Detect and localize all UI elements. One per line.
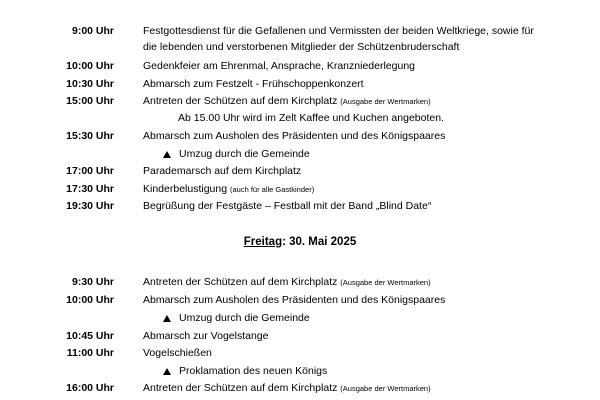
triangle-bullet-icon xyxy=(163,368,171,375)
schedule-row xyxy=(0,348,600,362)
event-text-wrapper xyxy=(143,383,431,394)
triangle-bullet-icon xyxy=(163,151,171,158)
time: 15:00 Uhr xyxy=(66,95,114,107)
event-note: (Ausgabe der Wertmarken) xyxy=(340,278,431,287)
time: 17:00 Uhr xyxy=(66,165,114,177)
time: 10:45 Uhr xyxy=(66,330,114,342)
event-text: Abmarsch zur Vogelstange xyxy=(143,330,269,342)
event-text: Abmarsch zum Ausholen des Präsidenten und des Königspaares xyxy=(143,294,446,306)
event-text: Abmarsch zum Ausholen des Präsidenten und des Königspaares xyxy=(143,130,446,142)
sub-item xyxy=(163,149,310,160)
event-text: Abmarsch zum Festzelt - Frühschoppenkonzert xyxy=(143,78,364,90)
time: 9:00 Uhr xyxy=(71,25,114,37)
event-text: Parademarsch auf dem Kirchplatz xyxy=(143,165,302,177)
schedule-sub-row xyxy=(0,313,600,327)
sub-item xyxy=(163,366,327,377)
event-note: (Ausgabe der Wertmarken) xyxy=(340,97,431,106)
schedule-row xyxy=(0,131,600,145)
time: 17:30 Uhr xyxy=(66,183,114,195)
event-text-wrapper xyxy=(143,96,431,107)
event-text-continuation: die lebenden und verstorbenen Mitglieder der Schützenbruderschaft xyxy=(143,41,460,53)
time: 19:30 Uhr xyxy=(66,200,114,212)
schedule-row xyxy=(0,26,600,40)
event-text: Vogelschießen xyxy=(143,347,212,359)
schedule-row xyxy=(0,331,600,345)
schedule-row xyxy=(0,201,600,215)
event-text: Begrüßung der Festgäste – Festball mit der Band „Blind Date“ xyxy=(143,200,432,212)
time: 16:00 Uhr xyxy=(66,382,114,394)
schedule-row xyxy=(0,79,600,93)
event-text: Antreten der Schützen auf dem Kirchplatz xyxy=(143,95,338,107)
time: 11:00 Uhr xyxy=(66,347,114,359)
sub-item xyxy=(163,313,310,324)
triangle-bullet-icon xyxy=(163,315,171,322)
day-heading-weekday: Freitag xyxy=(243,236,283,248)
time: 15:30 Uhr xyxy=(66,130,114,142)
time: 10:30 Uhr xyxy=(66,78,114,90)
schedule-sub-row xyxy=(0,149,600,163)
sub-item-text: Umzug durch die Gemeinde xyxy=(179,148,310,160)
schedule-row-continuation xyxy=(0,42,600,56)
sub-item-text: Proklamation des neuen Königs xyxy=(179,365,328,377)
sub-item-text: Umzug durch die Gemeinde xyxy=(179,312,310,324)
time: 9:30 Uhr xyxy=(71,276,114,288)
schedule-row xyxy=(0,166,600,180)
day-heading xyxy=(0,237,600,249)
event-text-wrapper xyxy=(143,277,431,288)
event-extra-text: Ab 15.00 Uhr wird im Zelt Kaffee und Kuchen angeboten. xyxy=(178,112,444,124)
event-text: Antreten der Schützen auf dem Kirchplatz xyxy=(143,276,338,288)
time: 10:00 Uhr xyxy=(66,294,114,306)
schedule-row xyxy=(0,184,600,198)
event-text: Antreten der Schützen auf dem Kirchplatz xyxy=(143,382,338,394)
event-note: (auch für alle Gastkinder) xyxy=(229,185,315,194)
event-text: Kinderbelustigung xyxy=(143,183,228,195)
schedule-row xyxy=(0,61,600,75)
event-text-wrapper xyxy=(143,184,314,195)
event-text: Festgottesdienst für die Gefallenen und Vermissten der beiden Weltkriege, sowie für xyxy=(143,25,534,37)
event-note: (Ausgabe der Wertmarken) xyxy=(340,384,431,393)
event-text: Gedenkfeier am Ehrenmal, Ansprache, Kranzniederlegung xyxy=(143,60,415,72)
schedule-sub-row xyxy=(0,366,600,380)
day-heading-date: : 30. Mai 2025 xyxy=(282,236,357,248)
schedule-row xyxy=(0,277,600,291)
time: 10:00 Uhr xyxy=(66,60,114,72)
schedule-row xyxy=(0,96,600,110)
schedule-row xyxy=(0,383,600,397)
schedule-extra-row xyxy=(0,113,600,127)
schedule-row xyxy=(0,295,600,309)
